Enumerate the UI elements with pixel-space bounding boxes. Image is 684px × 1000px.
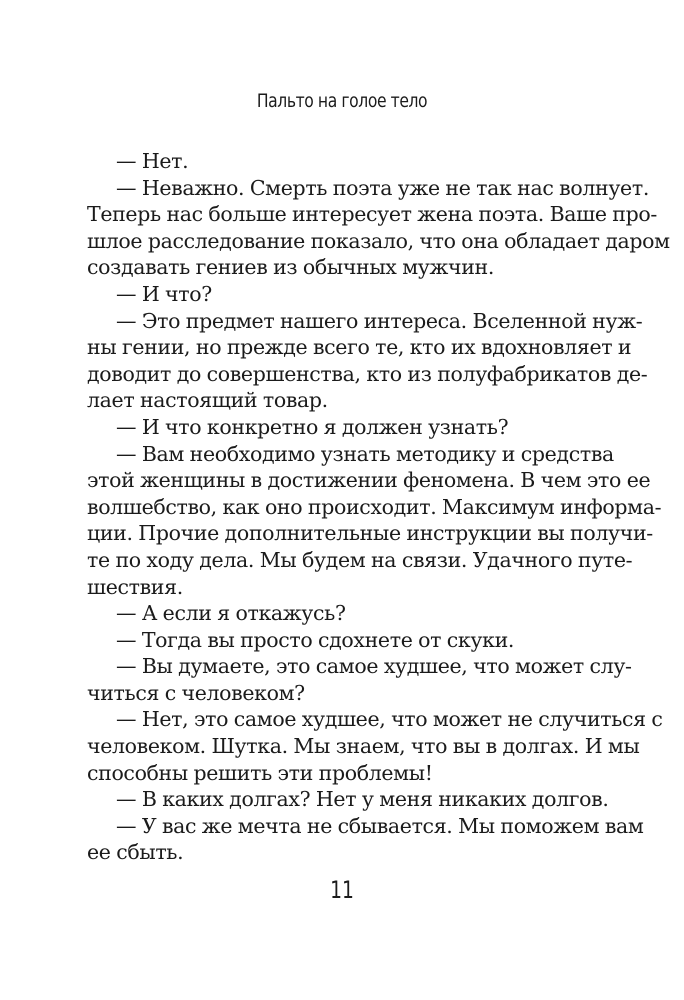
text-line: читься с человеком? xyxy=(87,680,305,705)
text-line: — Вам необходимо узнать методику и средства xyxy=(116,441,614,466)
running-header: Пальто на голое тело xyxy=(256,90,428,112)
text-line: шествия. xyxy=(87,574,183,599)
text-line: волшебство, как оно происходит. Максимум информа- xyxy=(87,494,662,519)
text-line: — Нет, это самое худшее, что может не случиться с xyxy=(116,707,663,732)
text-line: шлое расследование показало, что она обладает даром xyxy=(87,228,670,253)
text-line: доводит до совершенства, кто из полуфабрикатов де- xyxy=(87,361,648,386)
text-line: — И что? xyxy=(116,281,212,306)
text-line: — А если я откажусь? xyxy=(116,601,346,626)
text-line: — И что конкретно я должен узнать? xyxy=(116,414,509,439)
text-line: — У вас же мечта не сбывается. Мы поможем вам xyxy=(116,813,644,838)
text-line: — Неважно. Смерть поэта уже не так нас волнует. xyxy=(116,175,649,200)
text-line: ции. Прочие дополнительные инструкции вы получи- xyxy=(87,521,653,546)
text-line: те по ходу дела. Мы будем на связи. Удачного путе- xyxy=(87,547,633,572)
text-line: — Нет. xyxy=(116,149,189,173)
text-line: — В каких долгах? Нет у меня никаких долгов. xyxy=(116,787,609,812)
text-line: человеком. Шутка. Мы знаем, что вы в долгах. И мы xyxy=(87,734,640,759)
text-line: этой женщины в достижении феномена. В чем это ее xyxy=(87,468,651,493)
text-line: — Тогда вы просто сдохнете от скуки. xyxy=(116,627,515,652)
text-line: — Вы думаете, это самое худшее, что может слу- xyxy=(116,654,632,679)
text-line: ны гении, но прежде всего те, кто их вдохновляет и xyxy=(87,335,632,360)
text-line: ее сбыть. xyxy=(87,840,184,865)
text-line: — Это предмет нашего интереса. Вселенной нуж- xyxy=(116,308,643,333)
page-number: 11 xyxy=(330,876,354,904)
text-line: Теперь нас больше интересует жена поэта. Ваше про- xyxy=(87,202,657,227)
text-line: способны решить эти проблемы! xyxy=(87,760,433,785)
text-line: создавать гениев из обычных мужчин. xyxy=(87,255,495,280)
body-text xyxy=(87,148,670,866)
text-line: лает настоящий товар. xyxy=(87,388,328,413)
